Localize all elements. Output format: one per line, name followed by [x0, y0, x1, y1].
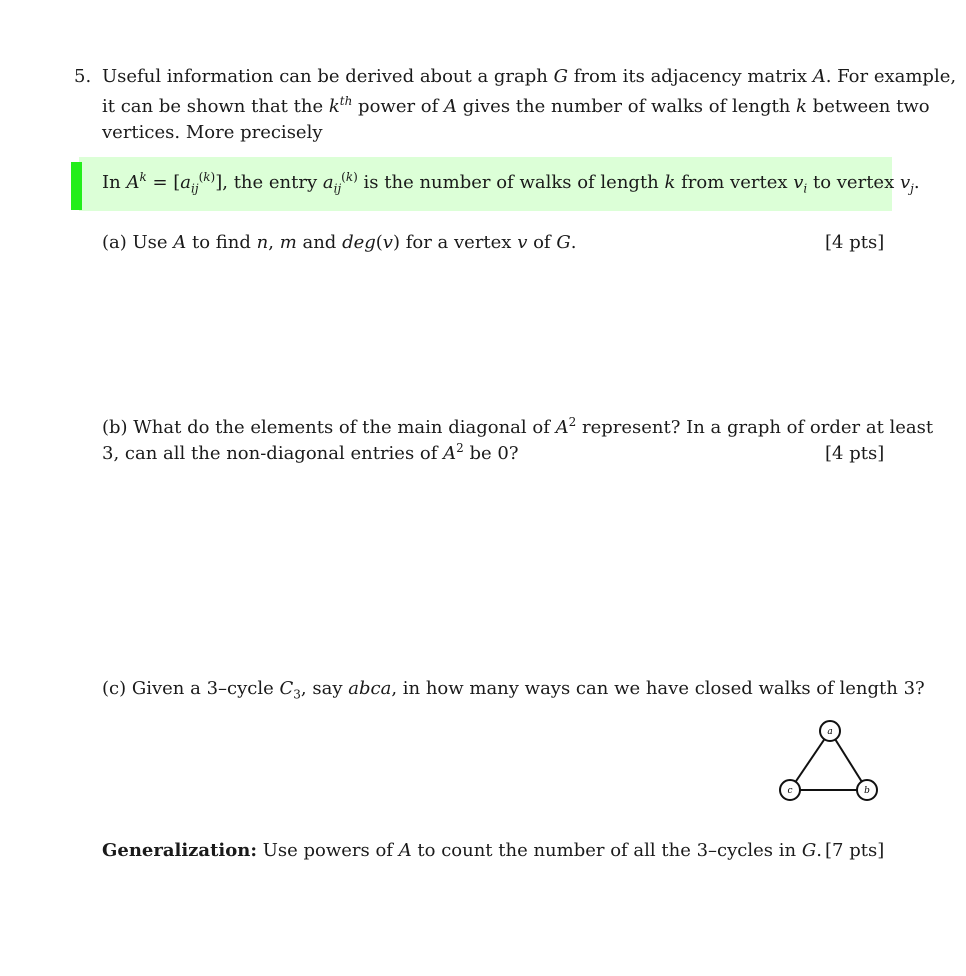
intro-line-1: Useful information can be derived about a graph G from its adjacency matrix A. For example, — [102, 66, 957, 87]
part-b-line-1: (b) What do the elements of the main diagonal of $A^2$ represent? In a graph of order at least — [102, 415, 934, 438]
part-a-text: (a) Use A to find n, m and deg(v) for a vertex v of G. — [102, 232, 577, 253]
callout-text: In $A^k = [a_{ij}^{(k)}]$, the entry $a_{ij}^{(k)}$ is the number of walks of length k from vertex $v_i$ to vertex $v_j$. — [102, 170, 920, 196]
part-b-points: [4 pts] — [825, 443, 885, 464]
part-a-points: [4 pts] — [825, 232, 885, 253]
vertex-c-label: c — [787, 786, 793, 796]
vertex-a-label: a — [827, 727, 833, 737]
generalization-label: Generalization: — [102, 840, 257, 861]
generalization-points: [7 pts] — [825, 840, 885, 861]
callout-accent-bar — [71, 162, 82, 210]
intro-line-2: it can be shown that the $k^{th}$ power of A gives the number of walks of length k between two — [102, 94, 930, 117]
part-b-line-2: 3, can all the non-diagonal entries of $A^2$ be 0? — [102, 441, 519, 464]
generalization-text: Generalization: Use powers of A to count the number of all the 3–cycles in G. — [102, 840, 822, 861]
question-number: 5. — [74, 66, 92, 87]
part-c-text: (c) Given a 3–cycle $C_3$, say abca, in how many ways can we have closed walks of length 3? — [102, 678, 925, 702]
intro-line-3: vertices. More precisely — [102, 122, 323, 143]
vertex-b-label: b — [864, 786, 870, 796]
triangle-graph — [773, 714, 893, 810]
